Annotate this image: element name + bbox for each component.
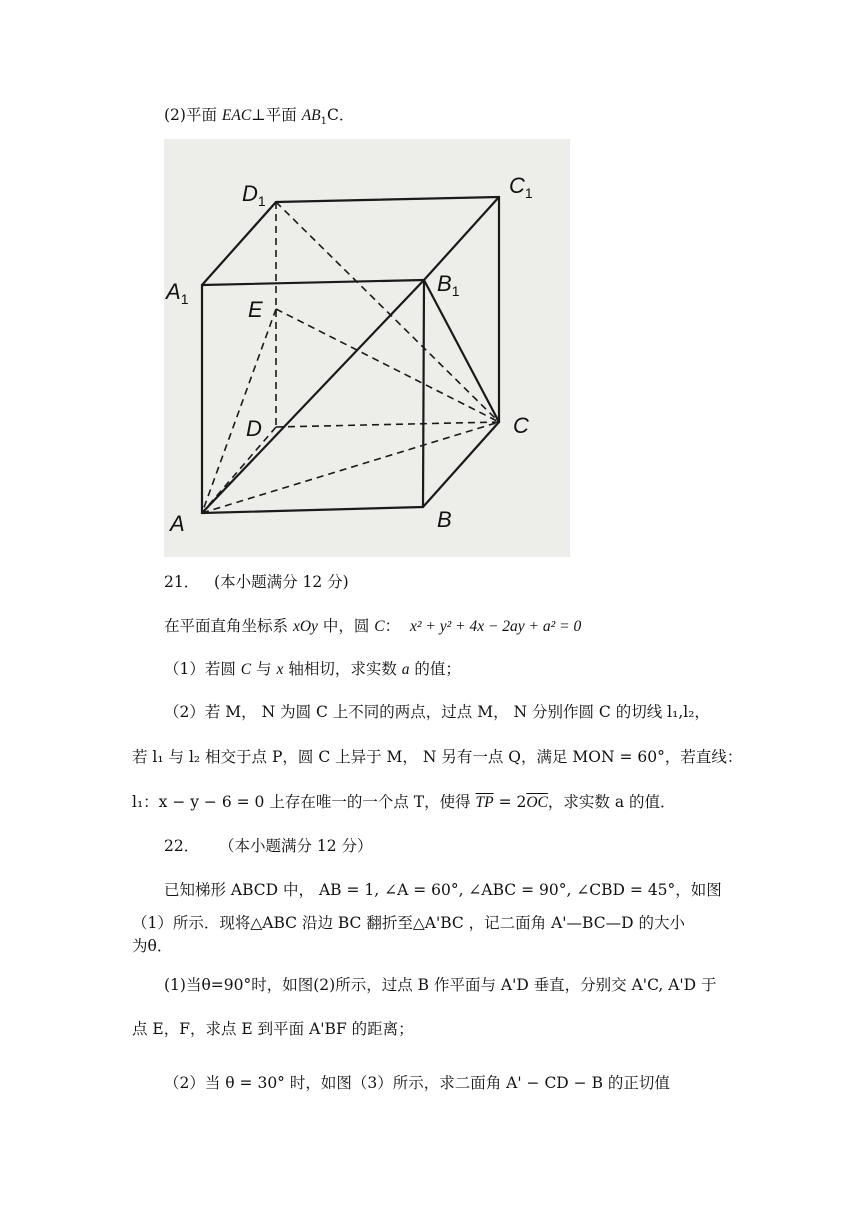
label-e: E xyxy=(248,297,263,322)
q20-perp-text: ⊥平面 xyxy=(251,106,302,124)
q21-p1-prefix: （1）若圆 xyxy=(164,660,241,678)
q22-part2-line1: （2）当 θ = 30° 时，如图（3）所示，求二面角 A' − CD − B 的正切值 xyxy=(164,1074,670,1092)
q21-stem-mid: 中，圆 xyxy=(317,617,375,635)
q21-p1-end: 的值； xyxy=(409,660,461,678)
q21-xoy: xOy xyxy=(292,618,318,635)
q21-stem xyxy=(164,615,581,638)
hidden-d-c xyxy=(276,422,499,427)
edge-b-c xyxy=(423,422,499,507)
q20-plane-ab: AB xyxy=(301,107,321,124)
q21-p1-mid: 与 xyxy=(251,660,277,678)
q21-stem-prefix: 在平面直角坐标系 xyxy=(164,617,293,635)
q21-p1-a: a xyxy=(401,661,410,678)
q21-part2-line3 xyxy=(132,791,676,814)
label-c: C xyxy=(513,413,529,438)
q21-score: (本小题满分 12 分) xyxy=(214,573,349,591)
edge-a1-d1 xyxy=(202,202,276,285)
cube-figure xyxy=(164,139,570,557)
q21-p2-line3-b: ，求实数 a 的值． xyxy=(547,793,676,811)
q22-stem-line2: （1）所示．现将△ABC 沿边 BC 翻折至△A'BC ，记二面角 A'—BC—D 的大小 xyxy=(132,914,685,932)
q22-header xyxy=(164,835,373,857)
q21-number: 21． xyxy=(164,573,200,591)
q22-score: （本小题满分 12 分） xyxy=(218,837,373,855)
hidden-e-c xyxy=(276,309,499,422)
label-d1: $D_1$ xyxy=(242,181,266,209)
q20-part2 xyxy=(164,104,354,133)
q21-part1 xyxy=(164,658,461,681)
q21-circle: C xyxy=(374,618,385,635)
q22-part1-line2: 点 E，F，求点 E 到平面 A'BF 的距离； xyxy=(132,1020,414,1038)
q21-part2-line1: （2）若 M， N 为圆 C 上不同的两点，过点 M， N 分别作圆 C 的切线 l₁,l₂， xyxy=(164,703,710,721)
q21-equation: x² + y² + 4x − 2ay + a² = 0 xyxy=(409,618,582,635)
hidden-e-a xyxy=(202,309,276,513)
q22-part1-line1: (1)当θ=90°时，如图(2)所示，过点 B 作平面与 A'D 垂直，分别交 A'C, A'D 于 xyxy=(164,976,717,994)
q21-vector-oc: $\overline{OC}$ xyxy=(526,794,548,811)
q21-p1-tail: 轴相切，求实数 xyxy=(283,660,402,678)
q21-vector-tp: $\overline{TP}$ xyxy=(475,794,494,811)
q22-number: 22． xyxy=(164,837,200,855)
q21-header xyxy=(164,571,349,593)
label-a: A xyxy=(170,511,185,536)
label-b1: $B_1$ xyxy=(437,271,460,299)
edge-b1-c1 xyxy=(424,197,499,280)
label-c1: $C_1$ xyxy=(509,173,533,201)
q21-p1-x: x xyxy=(276,661,284,678)
label-a1: $A_1$ xyxy=(166,279,189,307)
q21-part2-line2: 若 l₁ 与 l₂ 相交于点 P，圆 C 上异于 M， N 另有一点 Q，满足 MON = 60°，若直线： xyxy=(132,748,743,766)
q21-eq: = 2 xyxy=(493,793,527,811)
q21-colon: ： xyxy=(384,617,401,635)
q20-plane-eac: EAC xyxy=(221,107,252,124)
diag-b1-c xyxy=(424,280,499,422)
q22-stem-line3: 为θ． xyxy=(132,937,173,955)
edge-a-b xyxy=(202,507,423,513)
q21-p2-line3-a: l₁：x − y − 6 = 0 上存在唯一的一个点 T，使得 xyxy=(132,793,476,811)
q20-sub: 1 xyxy=(320,116,327,128)
q22-stem-line1: 已知梯形 ABCD 中， AB = 1, ∠A = 60°, ∠ABC = 90°, ∠CBD = 45°，如图 xyxy=(164,881,722,899)
label-b: B xyxy=(437,507,452,532)
cube-diagram xyxy=(164,139,570,557)
hidden-d-a xyxy=(202,427,276,513)
q20-tail: C． xyxy=(327,106,355,124)
edge-a1-b1 xyxy=(202,280,424,285)
q21-p1-circle: C xyxy=(240,661,252,678)
edge-d1-c1 xyxy=(276,197,499,202)
label-d: D xyxy=(246,416,262,441)
q20-part2-prefix: (2)平面 xyxy=(164,106,222,124)
edge-b1-b xyxy=(423,280,424,507)
